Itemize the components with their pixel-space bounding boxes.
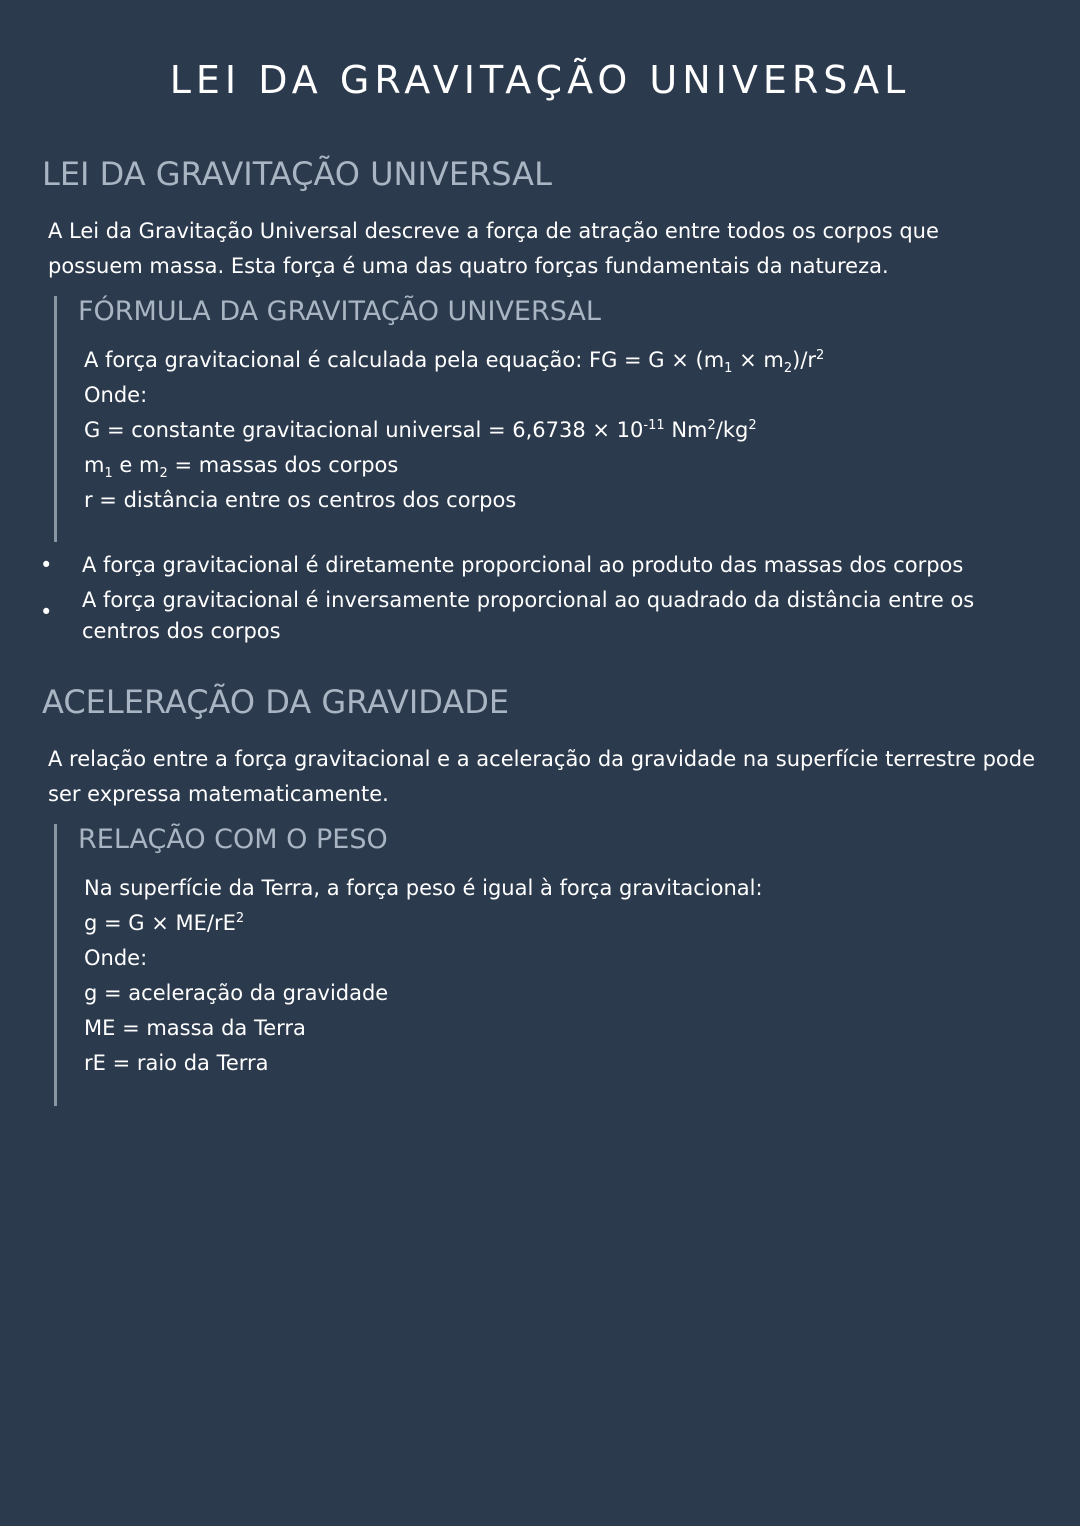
callout-formula [54,296,1037,542]
earth-radius-definition: rE = raio da Terra [84,1051,269,1075]
earth-mass-definition: ME = massa da Terra [84,1016,306,1040]
where-label: Onde: [84,946,148,970]
g-definition: G = constante gravitacional universal = $6,6738 \times 10^{-11}$ $Nm^2/kg^2$ [84,418,757,442]
where-label: Onde: [84,383,148,407]
property-bullet-list [40,550,1040,651]
g-acceleration-definition: g = aceleração da gravidade [84,981,389,1005]
intro-paragraph-acceleration: A relação entre a força gravitacional e a aceleração da gravidade na superfície terrestre pode ser expressa matematicamente. [48,747,1035,806]
mass-definition: $m_1$ e $m_2$ = massas dos corpos [84,453,399,482]
bullet-icon: • [40,600,53,624]
g-formula-line: $g = G \times ME/rE^2$ [84,911,245,935]
callout-heading-weight: RELAÇÃO COM O PESO [78,824,388,855]
intro-paragraph-gravitation: A Lei da Gravitação Universal descreve a força de atração entre todos os corpos que possuem massa. Esta força é uma das quatro forças fundamentais da natureza. [48,219,939,278]
bullet-icon: • [40,553,53,577]
callout-heading-formula: FÓRMULA DA GRAVITAÇÃO UNIVERSAL [78,296,601,327]
list-item: • A força gravitacional é diretamente proporcional ao produto das massas dos corpos [40,550,1040,581]
section-heading-gravitation: LEI DA GRAVITAÇÃO UNIVERSAL [42,155,552,193]
page-title: LEI DA GRAVITAÇÃO UNIVERSAL [169,58,911,102]
r-definition: r = distância entre os centros dos corpos [84,488,517,512]
formula-line: A força gravitacional é calculada pela equação: FG = $G \times (m_1 \times m_2)/r^2$ [84,348,825,377]
weight-intro-line: Na superfície da Terra, a força peso é igual à força gravitacional: [84,876,763,900]
list-item: • A força gravitacional é inversamente proporcional ao quadrado da distância entre os centros dos corpos [40,588,975,643]
callout-weight [54,824,1037,1106]
section-heading-gravity-acceleration: ACELERAÇÃO DA GRAVIDADE [42,683,510,721]
